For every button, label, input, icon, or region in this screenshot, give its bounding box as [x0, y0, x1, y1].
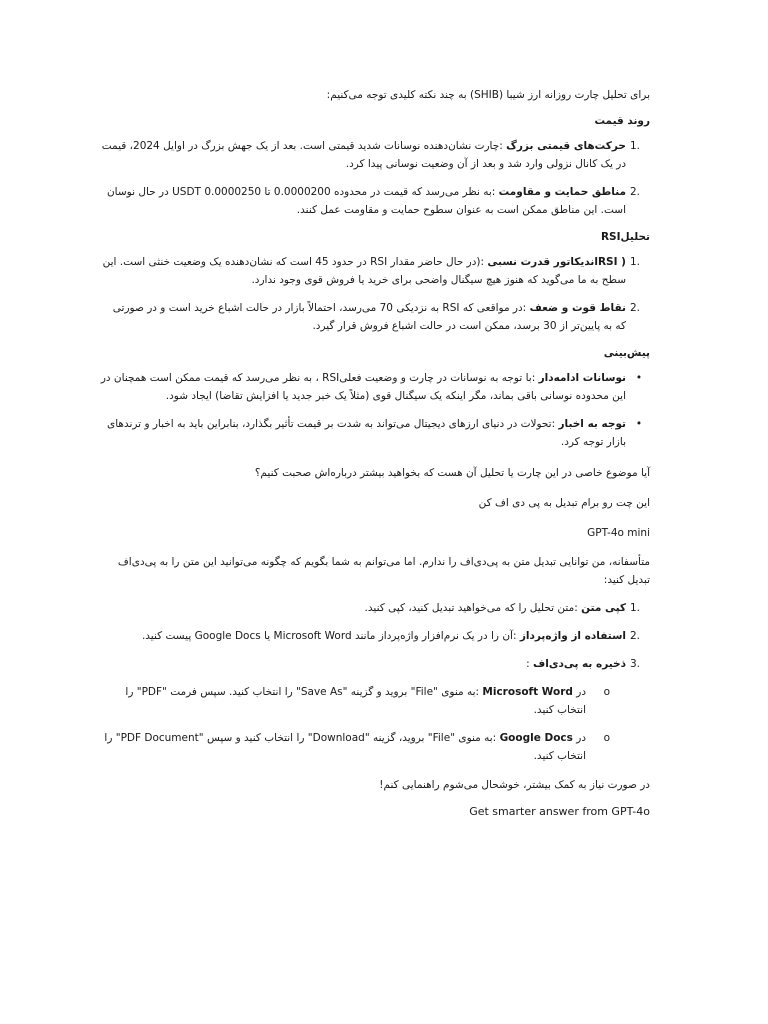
item-bold-label: استفاده از واژه‌پرداز [519, 630, 626, 642]
item-bold-label: مناطق حمایت و مقاومت [498, 186, 626, 198]
item-bold-label: Microsoft Word [482, 686, 573, 698]
item-text: :به منوی "File" بروید و گزینه "Save As" را انتخاب کنید. سپس فرمت "PDF" را انتخاب کنید. [125, 686, 586, 716]
item-text: :چارت نشان‌دهنده نوسانات شدید قیمتی است. بعد از یک جهش بزرگ در اوایل 2024، قیمت در یک کانال نزولی وارد شد و بعد از آن وضعیت نوسانی پیدا کرد. [101, 140, 626, 170]
circle-bullet-icon: o [603, 686, 610, 698]
list-item [100, 683, 650, 719]
item-text: : [526, 658, 530, 670]
smarter-answer-link[interactable]: Get smarter answer from GPT-4o [469, 805, 650, 818]
list-item [100, 299, 650, 335]
item-text: :متن تحلیل را که می‌خواهید تبدیل کنید، کپی کنید. [364, 602, 578, 614]
item-text: :به منوی "File" بروید، گزینه "Download" را انتخاب کنید و سپس "PDF Document" را انتخاب کنید. [104, 732, 586, 762]
circle-bullet-icon: o [603, 732, 610, 744]
assistant-reply: متأسفانه، من توانایی تبدیل متن به پی‌دی‌اف را ندارم. اما می‌توانم به شما بگویم که چگونه می‌توانید این متن را به پی‌دی‌اف تبدیل کنید: [117, 556, 650, 586]
forecast-list [100, 369, 650, 451]
follow-up-question: آیا موضوع خاصی در این چارت یا تحلیل آن هست که بخواهید بیشتر درباره‌اش صحبت کنیم؟ [254, 467, 650, 479]
list-item [100, 655, 650, 673]
item-bold-label: کپی متن [581, 602, 626, 614]
item-text: :(در حال حاضر مقدار RSI در حدود 45 است که نشان‌دهنده یک وضعیت خنثی است. این سطح به ما می‌گوید که هنوز هیچ سیگنال واضحی برای خرید یا فروش قوی وجود ندارد. [102, 256, 626, 286]
list-item [100, 599, 650, 617]
list-item [100, 415, 650, 451]
item-text: :آن را در یک نرم‌افزار واژه‌پرداز مانند Microsoft Word یا Google Docs پیست کنید. [141, 630, 517, 642]
item-bold-label: نوسانات ادامه‌دار [538, 372, 626, 384]
section-heading-price-trend: روند قیمت [594, 115, 650, 127]
pdf-substeps-list [100, 683, 650, 765]
intro-text: برای تحلیل چارت روزانه ارز شیبا (SHIB) به چند نکته کلیدی توجه می‌کنیم: [326, 89, 650, 101]
user-request: این چت رو برام تبدیل به پی دی اف کن [478, 497, 650, 509]
item-bold-label: ( RSIاندیکاتور قدرت نسبی [487, 256, 626, 268]
rsi-list [100, 253, 650, 335]
item-bold-label: حرکت‌های قیمتی بزرگ [506, 140, 626, 152]
list-number: 2. [630, 186, 641, 198]
item-bold-label: نقاط قوت و ضعف [529, 302, 626, 314]
closing-text: در صورت نیاز به کمک بیشتر، خوشحال می‌شوم راهنمایی کنم! [379, 779, 650, 791]
list-number: 1. [630, 140, 641, 152]
item-text: :به نظر می‌رسد که قیمت در محدوده 0.0000200 تا 0.0000250 USDT در حال نوسان است. این مناطق ممکن است به عنوان سطوح حمایت و مقاومت عمل کنند. [106, 186, 626, 216]
list-number: 2. [630, 630, 641, 642]
item-text: :با توجه به نوسانات در چارت و وضعیت فعلیRSI ، به نظر می‌رسد که قیمت ممکن است همچنان در این محدوده نوسانی باقی بماند، مگر اینکه یک سیگنال قوی (مثلاً یک خبر جدید یا افزایش تقاضا) ایجاد شود. [100, 372, 626, 402]
list-number: 1. [630, 602, 641, 614]
section-heading-rsi: تحلیلRSI [600, 231, 650, 243]
list-item [100, 369, 650, 405]
item-prefix: در [572, 732, 586, 744]
list-number: 2. [630, 302, 641, 314]
list-number: 3. [630, 658, 641, 670]
list-item [100, 729, 650, 765]
list-item [100, 183, 650, 219]
bullet-icon: • [635, 372, 643, 384]
pdf-steps-list [100, 599, 650, 673]
item-text: :تحولات در دنیای ارزهای دیجیتال می‌تواند به شدت بر قیمت تأثیر بگذارد، بنابراین باید به اخبار و ترندهای بازار توجه کرد. [107, 418, 626, 448]
list-number: 1. [630, 256, 641, 268]
item-prefix: در [572, 686, 586, 698]
list-item [100, 627, 650, 645]
item-bold-label: توجه به اخبار [558, 418, 626, 430]
item-text: :در مواقعی که RSI به نزدیکی 70 می‌رسد، احتمالاً بازار در حالت اشباع خرید است و در صورتی که به پایین‌تر از 30 برسد، ممکن است در حالت اشباع فروش قرار گیرد. [112, 302, 626, 332]
list-item [100, 253, 650, 289]
item-bold-label: ذخیره به پی‌دی‌اف [533, 658, 626, 670]
section-heading-forecast: پیش‌بینی [603, 347, 650, 359]
model-name-label: GPT-4o mini [587, 527, 650, 539]
item-bold-label: Google Docs [499, 732, 573, 744]
list-item [100, 137, 650, 173]
bullet-icon: • [635, 418, 643, 430]
price-trend-list [100, 137, 650, 219]
